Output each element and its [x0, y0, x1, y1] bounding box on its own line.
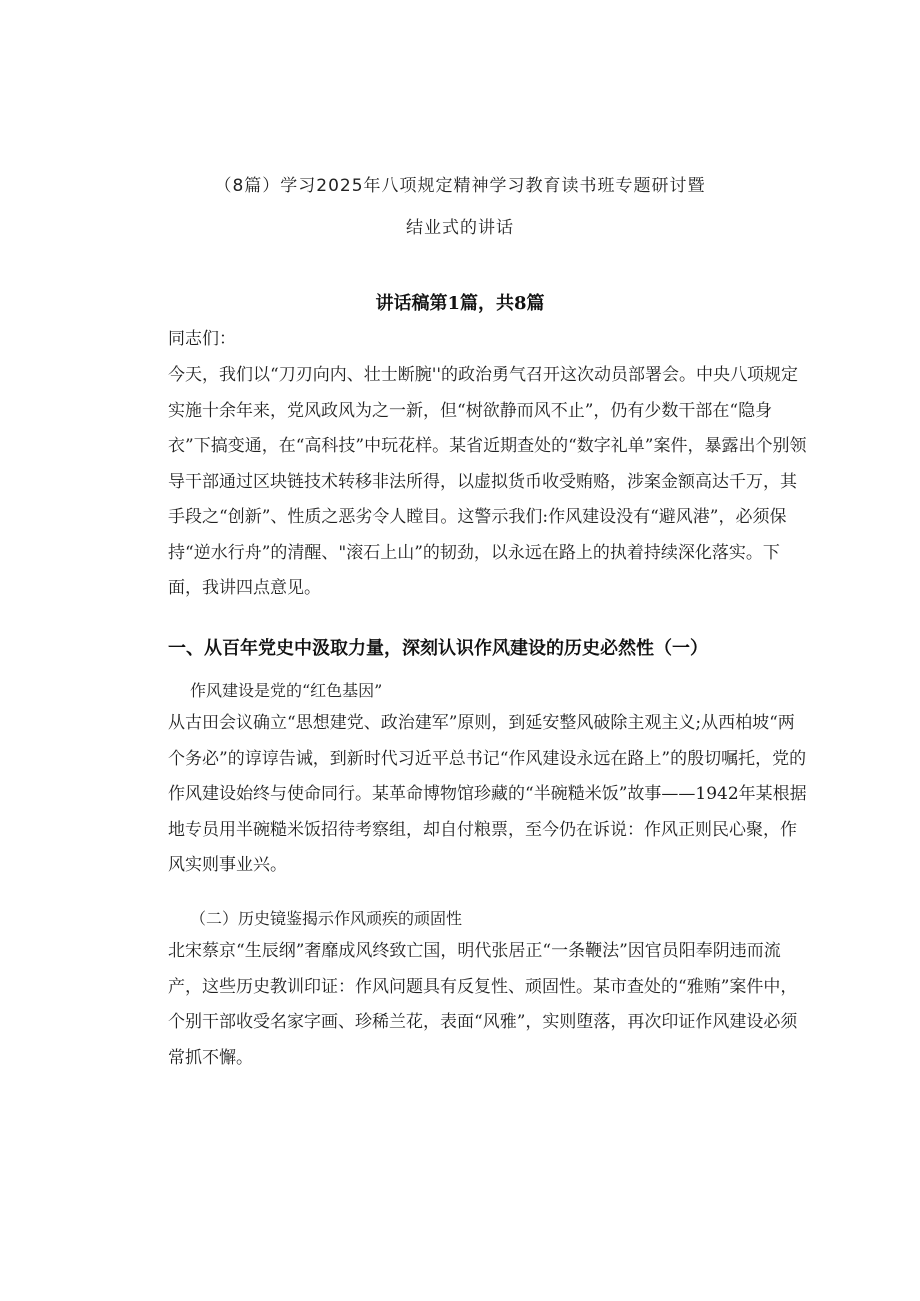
document-title-line-1: （8篇）学习2025年八项规定精神学习教育读书班专题研讨暨: [214, 176, 706, 196]
paragraph-lessons: 北宋蔡京“生辰纲”奢靡成风终致亡国，明代张居正“一条鞭法”因官员阳奉阴违而流产，这些历史教训印证：作风问题具有反复性、顽固性。某市查处的“雅贿”案件中，个别干部收受名家字画、珍稀兰花，表面“风雅”，实则堕落，再次印证作风建设必须常抓不懈。: [168, 941, 798, 1068]
subheading-2: （二）历史镜鉴揭示作风顽疾的顽固性: [190, 909, 463, 928]
paragraph-intro: 今天，我们以“刀刃向内、壮士断腕''的政治勇气召开这次动员部署会。中央八项规定实施十余年来，党风政风为之一新，但“树欲静而风不止”，仍有少数干部在“隐身衣”下搞变通，在“高科技”中玩花样。某省近期查处的“数字礼单”案件，暴露出个别领导干部通过区块链技术转移非法所得，以虚拟货币收受贿赂，涉案金额高达千万，其手段之“创新”、性质之恶劣令人瞠目。这警示我们:作风建设没有“避风港”，必须保持“逆水行舟”的清醒、"滚石上山”的韧劲，以永远在路上的执着持续深化落实。下面，我讲四点意见。: [168, 365, 807, 598]
section-heading-1: 一、从百年党史中汲取力量，深刻认识作风建设的历史必然性（一）: [168, 638, 708, 659]
subheading-1: 作风建设是党的“红色基因”: [190, 681, 383, 700]
salutation: 同志们：: [168, 329, 236, 349]
document-title-line-2: 结业式的讲话: [406, 218, 514, 238]
paragraph-history: 从古田会议确立“思想建党、政治建军”原则，到延安整风破除主观主义;从西柏坡“两个务必”的谆谆告诫，到新时代习近平总书记“作风建设永远在路上”的殷切嘱托，党的作风建设始终与使命同行。某革命博物馆珍藏的“半碗糙米饭”故事——1942年某根据地专员用半碗糙米饭招待考察组，却自付粮票，至今仍在诉说：作风正则民心聚，作风实则事业兴。: [168, 713, 807, 875]
document-subtitle: 讲话稿第1篇，共8篇: [375, 293, 545, 314]
